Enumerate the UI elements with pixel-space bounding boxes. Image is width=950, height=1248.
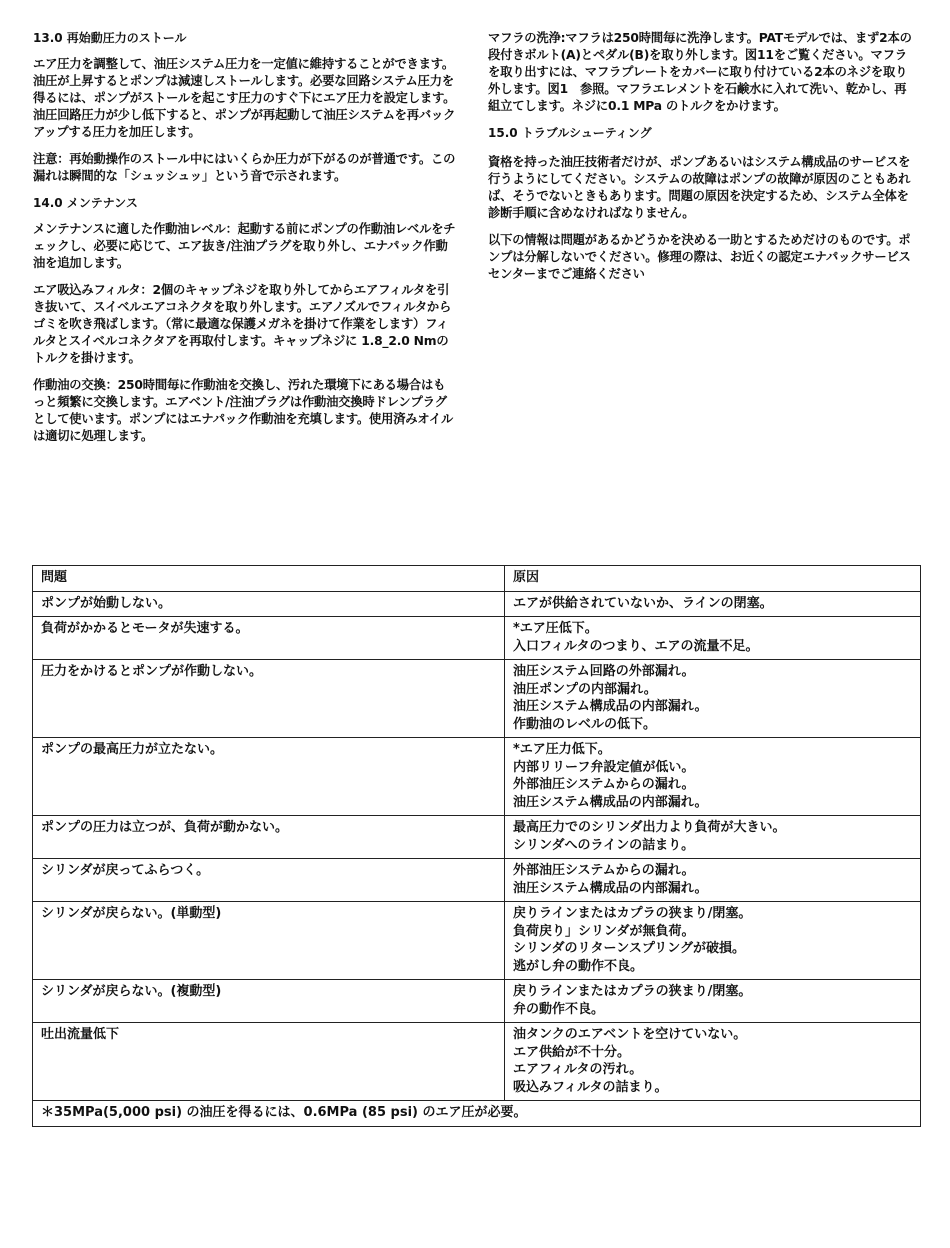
cause-line: 弁の動作不良。: [513, 1001, 605, 1017]
cause-line: 油圧システム構成品の内部漏れ。: [513, 880, 708, 896]
table-row: [33, 660, 921, 738]
section-14-heading: 14.0 メンテナンス: [33, 196, 138, 210]
cause-line: エアが供給されていないか、ラインの閉塞。: [513, 595, 773, 611]
cause-line: 油圧ポンプの内部漏れ。: [513, 681, 657, 697]
table-row: [33, 591, 921, 617]
cause-line: シリンダへのラインの詰まり。: [513, 837, 695, 853]
cause-line: 油圧システム構成品の内部漏れ。: [513, 794, 708, 810]
section-14-oil-change: 作動油の交換：250時間毎に作動油を交換し、汚れた環境下にある場合はもっと頻繁に交換します。エアベント/注油プラグは作動油交換時ドレンプラグとして使います。ポンプにはエナパック作動油を充填します。使用済みオイルは適切に処理します。: [33, 378, 454, 443]
section-14-oil-level: メンテナンスに適した作動油レベル：起動する前にポンプの作動油レベルをチェックし、必要に応じて、エア抜き/注油プラグを取り外し、エナパック作動油を追加します。: [33, 222, 456, 270]
cause-line: *エア圧力低下。: [513, 742, 611, 757]
table-row: [33, 859, 921, 902]
cause-cell: [505, 859, 921, 902]
table-row: [33, 902, 921, 980]
cause-line: *エア圧低下。: [513, 621, 598, 636]
table-header-row: [33, 566, 921, 592]
problem-cell: シリンダが戻らない。(複動型): [33, 980, 505, 1023]
cause-cell: [505, 980, 921, 1023]
section-13-note: 注意：再始動操作のストール中にはいくらか圧力が下がるのが普通です。この漏れは瞬間的な「シュッシュッ」という音で示されます。: [33, 152, 456, 183]
section-13-paragraph-1: エア圧力を調整して、油圧システム圧力を一定値に維持することができます。油圧が上昇するとポンプは減速しストールします。必要な回路システム圧力を得るには、ポンプがストールを起こす圧力のすぐ下にエア圧力を設定します。油圧回路圧力が少し低下すると、ポンプが再起動して油圧システムを再バックアップする圧力を加圧します。: [33, 57, 456, 139]
cause-line: 外部油圧システムからの漏れ。: [513, 863, 695, 878]
problem-cell: 負荷がかかるとモータが失速する。: [33, 617, 505, 660]
problem-cell: ポンプが始動しない。: [33, 591, 505, 617]
problem-cell: ポンプの圧力は立つが、負荷が動かない。: [33, 816, 505, 859]
cause-line: 入口フィルタのつまり、エアの流量不足。: [513, 638, 759, 654]
table-row: [33, 738, 921, 816]
section-13-heading: 13.0 再始動圧力のストール: [33, 31, 187, 45]
cause-line: エア供給が不十分。: [513, 1044, 631, 1060]
cause-line: 最高圧力でのシリンダ出力より負荷が大きい。: [513, 820, 786, 835]
problem-cell: シリンダが戻らない。(単動型): [33, 902, 505, 980]
cause-cell: [505, 816, 921, 859]
cause-cell: [505, 902, 921, 980]
cause-line: 戻りラインまたはカプラの狭まり/閉塞。: [513, 906, 752, 921]
header-cause: 原因: [505, 566, 921, 592]
cause-line: エアフィルタの汚れ。: [513, 1062, 643, 1077]
section-14-air-filter: エア吸込みフィルタ：2個のキャップネジを取り外してからエアフィルタを引き抜いて、スイベルエアコネクタを取り外します。エアノズルでフィルタからゴミを吹き飛ばします。（常に最適な保護メガネを掛けて作業をします）フィルタとスイベルコネクタアを再取付します。キャップネジに 1.8_2.0 Nmのトルクを掛けます。: [33, 283, 452, 365]
cause-line: 戻りラインまたはカプラの狭まり/閉塞。: [513, 984, 752, 999]
table-row: [33, 1023, 921, 1101]
cause-cell: [505, 591, 921, 617]
cause-line: 外部油圧システムからの漏れ。: [513, 777, 695, 792]
problem-cell: 吐出流量低下: [33, 1023, 505, 1101]
section-15-heading: 15.0 トラブルシューティング: [488, 126, 652, 140]
footnote-row: [33, 1101, 921, 1127]
cause-cell: [505, 1023, 921, 1101]
table-row: [33, 816, 921, 859]
problem-cell: シリンダが戻ってふらつく。: [33, 859, 505, 902]
cause-line: 逃がし弁の動作不良。: [513, 958, 644, 974]
cause-line: 油圧システム回路の外部漏れ。: [513, 664, 695, 679]
cause-line: シリンダのリターンスプリングが破損。: [513, 941, 746, 956]
table-row: [33, 617, 921, 660]
muffler-cleaning-paragraph: マフラの洗浄:マフラは250時間毎に洗浄します。PATモデルでは、まず2本の段付きボルト(A)とペダル(B)を取り外します。図11をご覧ください。マフラを取り出すには、マフラプレートをカバーに取り付けている2本のネジを取り外します。図1 参照。マフラエレメントを石鹸水に入れて洗い、乾かし、再組立てします。ネジに0.1 MPa のトルクをかけます。: [488, 31, 912, 113]
problem-cell: ポンプの最高圧力が立たない。: [33, 738, 505, 816]
table-row: [33, 980, 921, 1023]
right-column: [488, 30, 913, 293]
cause-line: 作動油のレベルの低下。: [513, 716, 657, 732]
troubleshooting-table: [32, 565, 921, 1127]
cause-line: 油圧システム構成品の内部漏れ。: [513, 699, 708, 714]
cause-cell: [505, 660, 921, 738]
footnote: ＊35MPa(5,000 psi) の油圧を得るには、0.6MPa (85 psi) のエア圧が必要。: [33, 1101, 921, 1127]
cause-line: 吸込みフィルタの詰まり。: [513, 1079, 668, 1095]
section-15-paragraph-1: 資格を持った油圧技術者だけが、ポンプあるいはシステム構成品のサービスを行うようにしてください。システムの故障はポンプの故障が原因のこともあれば、そうでないときもあります。問題の原因を決定するため、システム全体を診断手順に含めなければなりません。: [488, 155, 911, 220]
left-column: [33, 30, 457, 455]
cause-line: 負荷戻り」シリンダが無負荷。: [513, 923, 695, 939]
cause-line: 内部リリーフ弁設定値が低い。: [513, 759, 695, 775]
cause-cell: [505, 617, 921, 660]
problem-cell: 圧力をかけるとポンプが作動しない。: [33, 660, 505, 738]
cause-line: 油タンクのエアベントを空けていない。: [513, 1027, 747, 1042]
section-15-paragraph-2: 以下の情報は問題があるかどうかを決める一助とするためだけのものです。ポンプは分解しないでください。修理の際は、お近くの認定エナパックサービスセンターまでご連絡ください: [488, 233, 911, 281]
cause-cell: [505, 738, 921, 816]
header-problem: 問題: [33, 566, 505, 592]
